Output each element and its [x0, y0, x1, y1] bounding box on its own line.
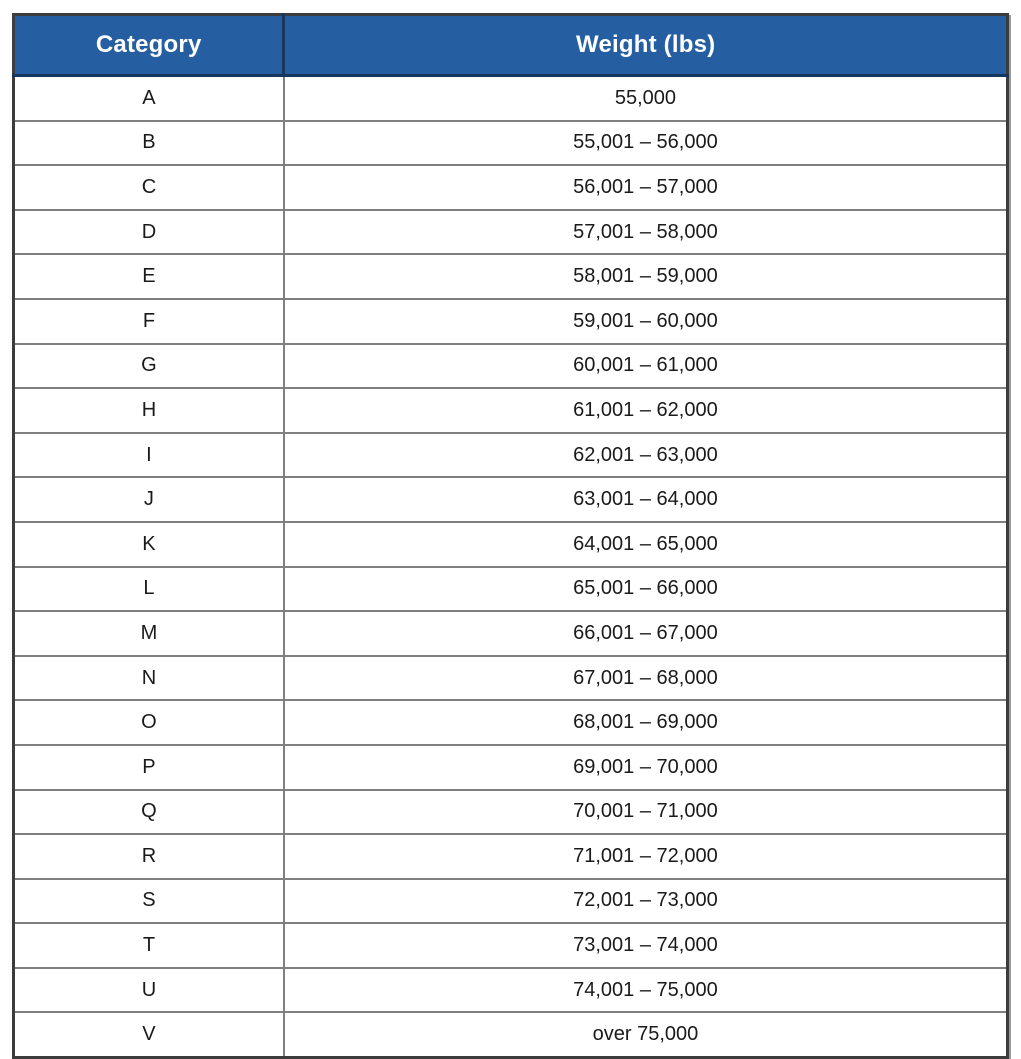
weight-cell: 60,001 – 61,000	[284, 344, 1008, 389]
weight-cell: 56,001 – 57,000	[284, 165, 1008, 210]
weight-cell: 55,001 – 56,000	[284, 121, 1008, 166]
category-cell: Q	[14, 790, 284, 835]
category-cell: I	[14, 433, 284, 478]
weight-cell: 58,001 – 59,000	[284, 254, 1008, 299]
table-row	[14, 700, 1008, 745]
category-cell: U	[14, 968, 284, 1013]
weight-cell: 64,001 – 65,000	[284, 522, 1008, 567]
table-row	[14, 745, 1008, 790]
table-row	[14, 611, 1008, 656]
weight-column-header: Weight (lbs)	[284, 15, 1008, 76]
table-row	[14, 210, 1008, 255]
weight-cell: 73,001 – 74,000	[284, 923, 1008, 968]
table-body	[14, 76, 1008, 1058]
table-row	[14, 923, 1008, 968]
weight-cell: 55,000	[284, 76, 1008, 121]
table-row	[14, 165, 1008, 210]
table-row	[14, 656, 1008, 701]
table-row	[14, 567, 1008, 612]
weight-cell: 70,001 – 71,000	[284, 790, 1008, 835]
category-cell: P	[14, 745, 284, 790]
category-cell: L	[14, 567, 284, 612]
weight-cell: 66,001 – 67,000	[284, 611, 1008, 656]
category-cell: V	[14, 1012, 284, 1057]
category-cell: D	[14, 210, 284, 255]
category-cell: T	[14, 923, 284, 968]
table-row	[14, 254, 1008, 299]
weight-cell: 61,001 – 62,000	[284, 388, 1008, 433]
table-row	[14, 522, 1008, 567]
weight-cell: 74,001 – 75,000	[284, 968, 1008, 1013]
category-cell: F	[14, 299, 284, 344]
table-row	[14, 477, 1008, 522]
category-cell: H	[14, 388, 284, 433]
table-row	[14, 790, 1008, 835]
category-cell: N	[14, 656, 284, 701]
weight-cell: 63,001 – 64,000	[284, 477, 1008, 522]
category-cell: S	[14, 879, 284, 924]
category-cell: K	[14, 522, 284, 567]
table-row	[14, 344, 1008, 389]
weight-cell: 57,001 – 58,000	[284, 210, 1008, 255]
weight-cell: 59,001 – 60,000	[284, 299, 1008, 344]
category-cell: R	[14, 834, 284, 879]
table-row	[14, 433, 1008, 478]
category-cell: E	[14, 254, 284, 299]
table-row	[14, 121, 1008, 166]
table-row	[14, 76, 1008, 121]
table-row	[14, 879, 1008, 924]
category-cell: J	[14, 477, 284, 522]
table-header-row	[14, 15, 1008, 76]
weight-cell: 68,001 – 69,000	[284, 700, 1008, 745]
category-column-header: Category	[14, 15, 284, 76]
table-row	[14, 968, 1008, 1013]
table-row	[14, 299, 1008, 344]
weight-cell: 69,001 – 70,000	[284, 745, 1008, 790]
weight-cell: 71,001 – 72,000	[284, 834, 1008, 879]
table-row	[14, 1012, 1008, 1057]
weight-cell: over 75,000	[284, 1012, 1008, 1057]
weight-cell: 65,001 – 66,000	[284, 567, 1008, 612]
category-cell: B	[14, 121, 284, 166]
category-cell: A	[14, 76, 284, 121]
weight-cell: 72,001 – 73,000	[284, 879, 1008, 924]
category-cell: C	[14, 165, 284, 210]
weight-cell: 62,001 – 63,000	[284, 433, 1008, 478]
category-cell: G	[14, 344, 284, 389]
category-cell: M	[14, 611, 284, 656]
category-cell: O	[14, 700, 284, 745]
table-row	[14, 388, 1008, 433]
table-row	[14, 834, 1008, 879]
weight-category-table	[12, 13, 1009, 1059]
weight-cell: 67,001 – 68,000	[284, 656, 1008, 701]
